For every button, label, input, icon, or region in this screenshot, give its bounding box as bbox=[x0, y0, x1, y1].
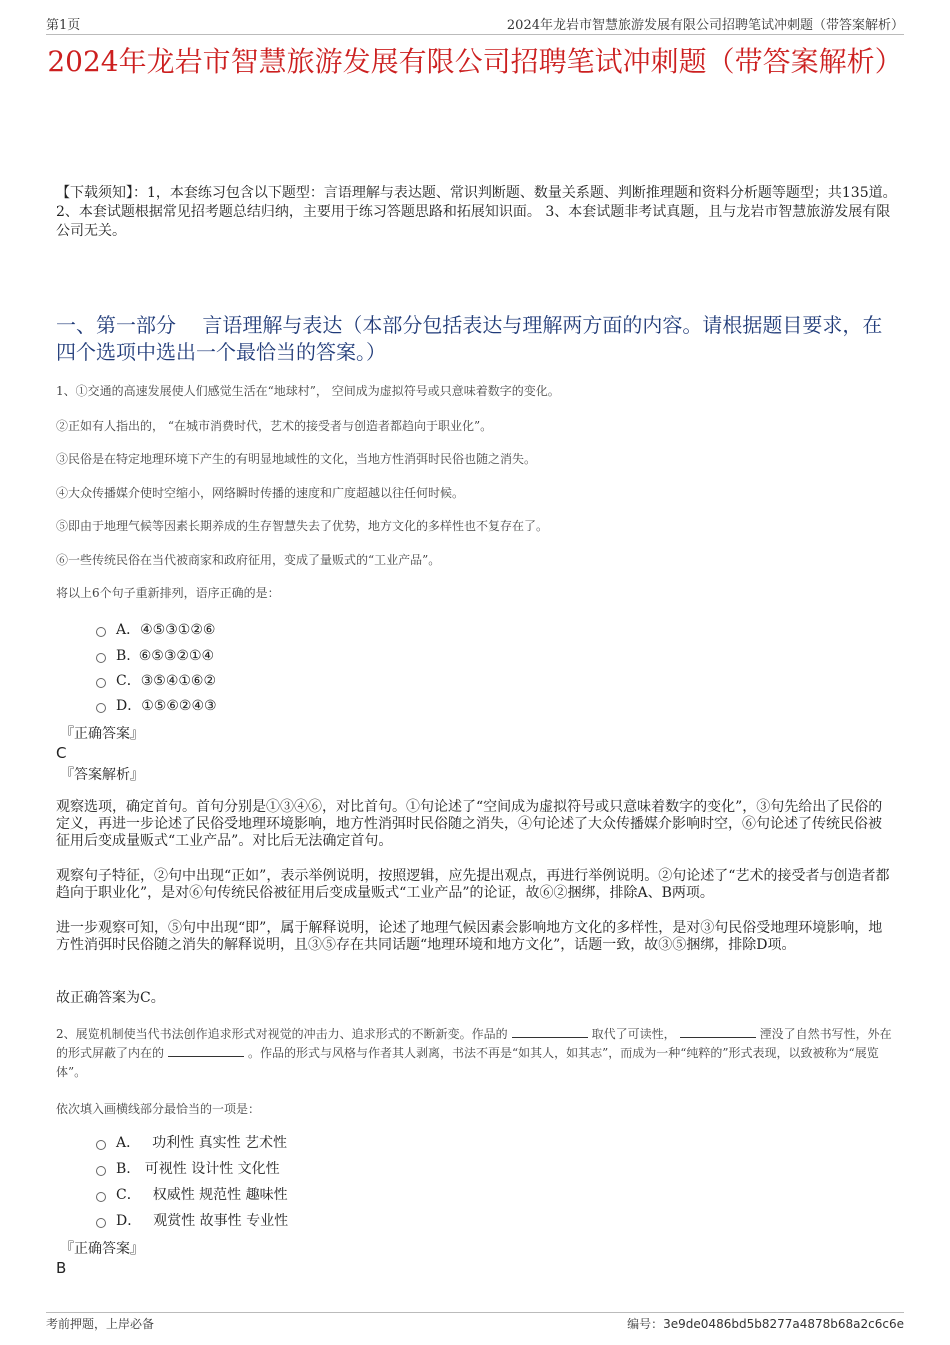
option-letter: C． bbox=[116, 673, 141, 689]
fill-blank[interactable] bbox=[168, 1044, 244, 1057]
radio-icon[interactable] bbox=[96, 1166, 106, 1176]
q1-instruction: 将以上6个句子重新排列，语序正确的是： bbox=[56, 586, 280, 600]
q2-instruction: 依次填入画横线部分最恰当的一项是： bbox=[56, 1102, 261, 1116]
radio-icon[interactable] bbox=[96, 653, 106, 663]
q1-option-d[interactable] bbox=[96, 697, 217, 715]
option-letter: B. bbox=[116, 648, 131, 664]
radio-icon[interactable] bbox=[96, 1192, 106, 1202]
q1-option-c[interactable] bbox=[96, 672, 216, 690]
option-letter: B. bbox=[116, 1161, 131, 1177]
q2-stem-part: 取代了可读性， bbox=[591, 1027, 676, 1041]
page-footer bbox=[46, 1312, 904, 1333]
radio-icon[interactable] bbox=[96, 678, 106, 688]
q1-line: ④大众传播媒介使时空缩小，网络瞬时传播的速度和广度超越以往任何时候。 bbox=[56, 486, 465, 500]
page-label: 第1页 bbox=[46, 18, 81, 33]
radio-icon[interactable] bbox=[96, 1218, 106, 1228]
option-letter: D． bbox=[116, 698, 142, 714]
radio-icon[interactable] bbox=[96, 1140, 106, 1150]
q1-analysis-paragraph: 进一步观察可知，⑤句中出现“即”，属于解释说明，论述了地理气候因素会影响地方文化的多样性，是对③句民俗受地理环境影响，地方性消弭时民俗随之消失的解释说明，且③⑤存在共同话题“地理环境和地方文化”，话题一致，故③⑤捆绑，排除D项。 bbox=[56, 920, 883, 953]
option-text: 权威性 规范性 趣味性 bbox=[152, 1187, 288, 1203]
footer-code bbox=[627, 1315, 904, 1332]
q2-answer-tag: 『正确答案』 bbox=[60, 1241, 144, 1257]
q2-stem bbox=[56, 1025, 892, 1082]
option-text: 功利性 真实性 艺术性 bbox=[152, 1135, 288, 1151]
radio-icon[interactable] bbox=[96, 627, 106, 637]
section-title: 一、第一部分 言语理解与表达（本部分包括表达与理解两方面的内容。请根据题目要求，在四个选项中选出一个最恰当的答案。） bbox=[56, 313, 883, 364]
option-text: ④⑤③①②⑥ bbox=[140, 622, 216, 638]
option-text: ⑥⑤③②①④ bbox=[138, 648, 215, 664]
option-letter: C． bbox=[116, 1187, 141, 1203]
fill-blank[interactable] bbox=[512, 1025, 588, 1038]
q1-analysis-tag: 『答案解析』 bbox=[60, 767, 144, 783]
q2-option-a[interactable] bbox=[96, 1134, 287, 1152]
q1-analysis-paragraph: 观察选项，确定首句。首句分别是①③④⑥，对比首句。①句论述了“空间成为虚拟符号或只意味着数字的变化”，③句先给出了民俗的定义，再进一步论述了民俗受地理环境影响，地方性消弭时民俗随之消失，④句论述了大众传播媒介影响时空，⑥句论述了传统民俗被征用后变成量贩式“工业产品”。对比后无法确定首句。 bbox=[56, 799, 883, 849]
q2-stem-part: 2、展览机制使当代书法创作追求形式对视觉的冲击力、追求形式的不断新变。作品的 bbox=[56, 1027, 508, 1041]
q1-answer: C bbox=[56, 744, 67, 762]
option-text: ①⑤⑥②④③ bbox=[141, 698, 217, 714]
option-text: ③⑤④①⑥② bbox=[140, 673, 217, 689]
q1-line: ③民俗是在特定地理环境下产生的有明显地域性的文化，当地方性消弭时民俗也随之消失。 bbox=[56, 452, 537, 466]
option-text: 可视性 设计性 文化性 bbox=[144, 1161, 280, 1177]
option-text: 观赏性 故事性 专业性 bbox=[153, 1213, 289, 1229]
page-title: 2024年龙岩市智慧旅游发展有限公司招聘笔试冲刺题（带答案解析） bbox=[47, 45, 903, 78]
option-letter: A． bbox=[116, 1135, 141, 1151]
option-letter: D． bbox=[116, 1213, 142, 1229]
code-label: 编号： bbox=[627, 1317, 664, 1331]
q1-answer-tag: 『正确答案』 bbox=[60, 726, 144, 742]
download-notice: 【下载须知】：1，本套练习包含以下题型：言语理解与表达题、常识判断题、数量关系题、判断推理题和资料分析题等题型；共135道。 2、本套试题根据常见招考题总结归纳，主要用于练习答题思路和拓展知识面。 3、本套试题非考试真题，且与龙岩市智慧旅游发展有限公司无关。 bbox=[56, 185, 897, 239]
page-header bbox=[46, 14, 904, 35]
q1-line: ②正如有人指出的， “在城市消费时代，艺术的接受者与创造者都趋向于职业化”。 bbox=[56, 419, 493, 433]
fill-blank[interactable] bbox=[680, 1025, 756, 1038]
q2-option-b[interactable] bbox=[96, 1160, 280, 1178]
option-letter: A． bbox=[116, 622, 141, 638]
code-value: 3e9de0486bd5b8277a4878b68a2c6c6e bbox=[663, 1317, 904, 1331]
q1-analysis-paragraph: 观察句子特征，②句中出现“正如”，表示举例说明，按照逻辑，应先提出观点，再进行举例说明。②句论述了“艺术的接受者与创造者都趋向于职业化”，是对⑥句传统民俗被征用后变成量贩式“工业产品”的论证，故⑥②捆绑，排除A、B两项。 bbox=[56, 868, 890, 901]
radio-icon[interactable] bbox=[96, 703, 106, 713]
q1-line: ⑤即由于地理气候等因素长期养成的生存智慧失去了优势，地方文化的多样性也不复存在了。 bbox=[56, 519, 549, 533]
header-doc-title: 2024年龙岩市智慧旅游发展有限公司招聘笔试冲刺题（带答案解析） bbox=[506, 18, 904, 33]
q2-answer: B bbox=[56, 1259, 67, 1277]
q2-stem-part: 。作品的形式与风格与作者其人剥离，书法不再是“如其人，如其志”，而成为一种“纯粹的”形式表现，以致被称为“展览体”。 bbox=[56, 1046, 879, 1079]
footer-slogan: 考前押题，上岸必备 bbox=[46, 1317, 155, 1331]
q1-line: ⑥一些传统民俗在当代被商家和政府征用，变成了量贩式的“工业产品”。 bbox=[56, 553, 441, 567]
q1-line: 1、①交通的高速发展使人们感觉生活在“地球村”， 空间成为虚拟符号或只意味着数字的变化。 bbox=[56, 384, 560, 398]
q2-option-c[interactable] bbox=[96, 1186, 288, 1204]
q1-option-a[interactable] bbox=[96, 621, 215, 639]
q1-option-b[interactable] bbox=[96, 647, 214, 665]
q2-stem-part: 湮没了自然书写性，外在的形式屏蔽了内在的 bbox=[56, 1027, 892, 1060]
q1-conclusion: 故正确答案为C。 bbox=[56, 990, 165, 1006]
q2-option-d[interactable] bbox=[96, 1212, 288, 1230]
